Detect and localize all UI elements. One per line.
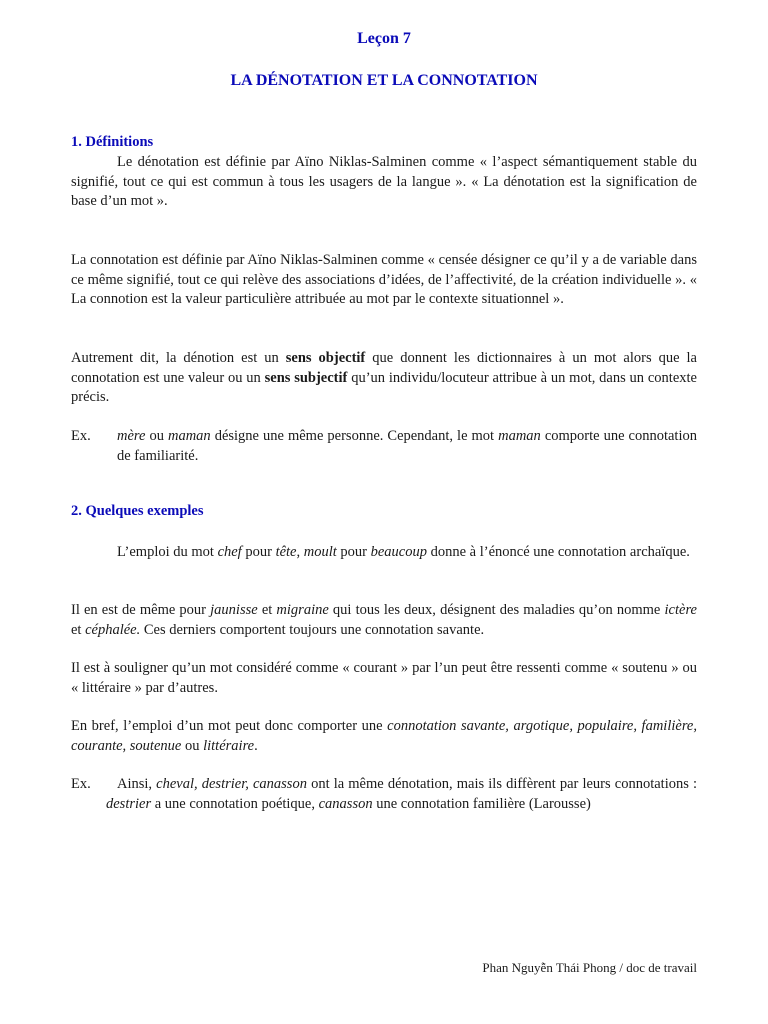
italic-word: littéraire bbox=[203, 737, 255, 754]
text-run: comporte une connotation de familiarité. bbox=[117, 428, 697, 464]
paragraph-en-bref bbox=[71, 717, 697, 756]
text-run: pour bbox=[241, 544, 276, 560]
text-run: Il en est de même pour bbox=[71, 602, 211, 618]
italic-phrase: cheval, destrier, canasson bbox=[156, 776, 307, 792]
bold-term: sens objectif bbox=[285, 350, 366, 366]
section-heading-definitions: 1. Définitions bbox=[71, 134, 154, 150]
paragraph-denotation-definition: Le dénotation est définie par Aïno Niklas-Salminen comme « l’aspect sémantiquement stable du signifié, tout ce qui est commun à tous les usagers de la langue ». « La dénotation est la signification de base d’un mot ». bbox=[71, 154, 697, 209]
italic-word: beaucoup bbox=[370, 544, 427, 560]
paragraph-summary bbox=[71, 349, 697, 408]
page-footer: Phan Nguyễn Thái Phong / doc de travail bbox=[482, 960, 697, 975]
italic-word: maman bbox=[167, 428, 211, 444]
italic-word: ictère bbox=[664, 602, 697, 618]
example-mere-maman bbox=[117, 427, 697, 466]
paragraph-savante bbox=[71, 601, 697, 640]
paragraph-courant-soutenu: Il est à souligner qu’un mot considéré comme « courant » par l’un peut être ressenti comme « soutenu » ou « littéraire » par d’autres. bbox=[71, 660, 697, 696]
italic-word: mère bbox=[117, 428, 146, 444]
example-cheval bbox=[106, 775, 697, 814]
italic-word: tête bbox=[275, 544, 297, 560]
text-run: a une connotation poétique, bbox=[151, 795, 319, 812]
text-run: qui tous les deux, désignent des maladies qu’on nomme bbox=[328, 602, 665, 618]
text-run: . bbox=[254, 737, 258, 754]
bold-term: sens subjectif bbox=[264, 369, 348, 386]
text-run: désigne une même personne. Cependant, le mot bbox=[210, 428, 499, 444]
italic-word: jaunisse bbox=[210, 602, 258, 618]
italic-word: canasson bbox=[318, 795, 373, 812]
text-run: Ces derniers comportent toujours une connotation savante. bbox=[140, 621, 485, 638]
text-run: et bbox=[71, 621, 86, 638]
text-run: qu’un individu/locuteur attribue à un mot, dans un contexte précis. bbox=[71, 369, 697, 405]
text-run: Autrement dit, la dénotion est un bbox=[71, 350, 286, 366]
italic-word: moult bbox=[303, 544, 337, 560]
text-run: Ainsi, bbox=[117, 776, 157, 792]
italic-word: maman bbox=[498, 428, 541, 444]
lesson-title: Leçon 7 bbox=[357, 30, 411, 47]
italic-phrase: connotation savante, argotique, populaire, familière, courante, soutenue bbox=[71, 718, 697, 754]
text-run: que donnent les dictionnaires à un mot alors que la connotation est une valeur ou un bbox=[71, 350, 697, 386]
text-run: une connotation familière (Larousse) bbox=[372, 795, 591, 812]
text-run: ou bbox=[181, 737, 204, 754]
italic-word: chef bbox=[217, 544, 242, 560]
example-label: Ex. bbox=[71, 428, 91, 444]
italic-word: céphalée. bbox=[85, 621, 141, 638]
text-run: L’emploi du mot bbox=[117, 544, 218, 560]
text-run: , bbox=[296, 544, 304, 560]
text-run: En bref, l’emploi d’un mot peut donc comporter une bbox=[71, 718, 388, 734]
paragraph-connotation-definition: La connotation est définie par Aïno Niklas-Salminen comme « censée désigner ce qu’il y a de variable dans ce même signifié, tout ce qui relève des associations d’idées, de l’affectivité, de la création individuelle ». « La connotion est la valeur particulière attribuée au mot par le contexte situationnel ». bbox=[71, 252, 697, 307]
text-run: ont la même dénotation, mais ils diffèrent par leurs connotations : bbox=[306, 776, 698, 792]
text-run: et bbox=[257, 602, 277, 618]
paragraph-archaic bbox=[71, 543, 697, 563]
section-heading-examples: 2. Quelques exemples bbox=[71, 503, 204, 519]
example-label: Ex. bbox=[71, 776, 91, 792]
text-run: donne à l’énoncé une connotation archaïque. bbox=[427, 544, 690, 560]
italic-word: migraine bbox=[276, 602, 329, 618]
document-title: LA DÉNOTATION ET LA CONNOTATION bbox=[230, 72, 538, 89]
text-run: pour bbox=[336, 544, 371, 560]
text-run: ou bbox=[145, 428, 168, 444]
italic-word: destrier bbox=[106, 795, 152, 812]
